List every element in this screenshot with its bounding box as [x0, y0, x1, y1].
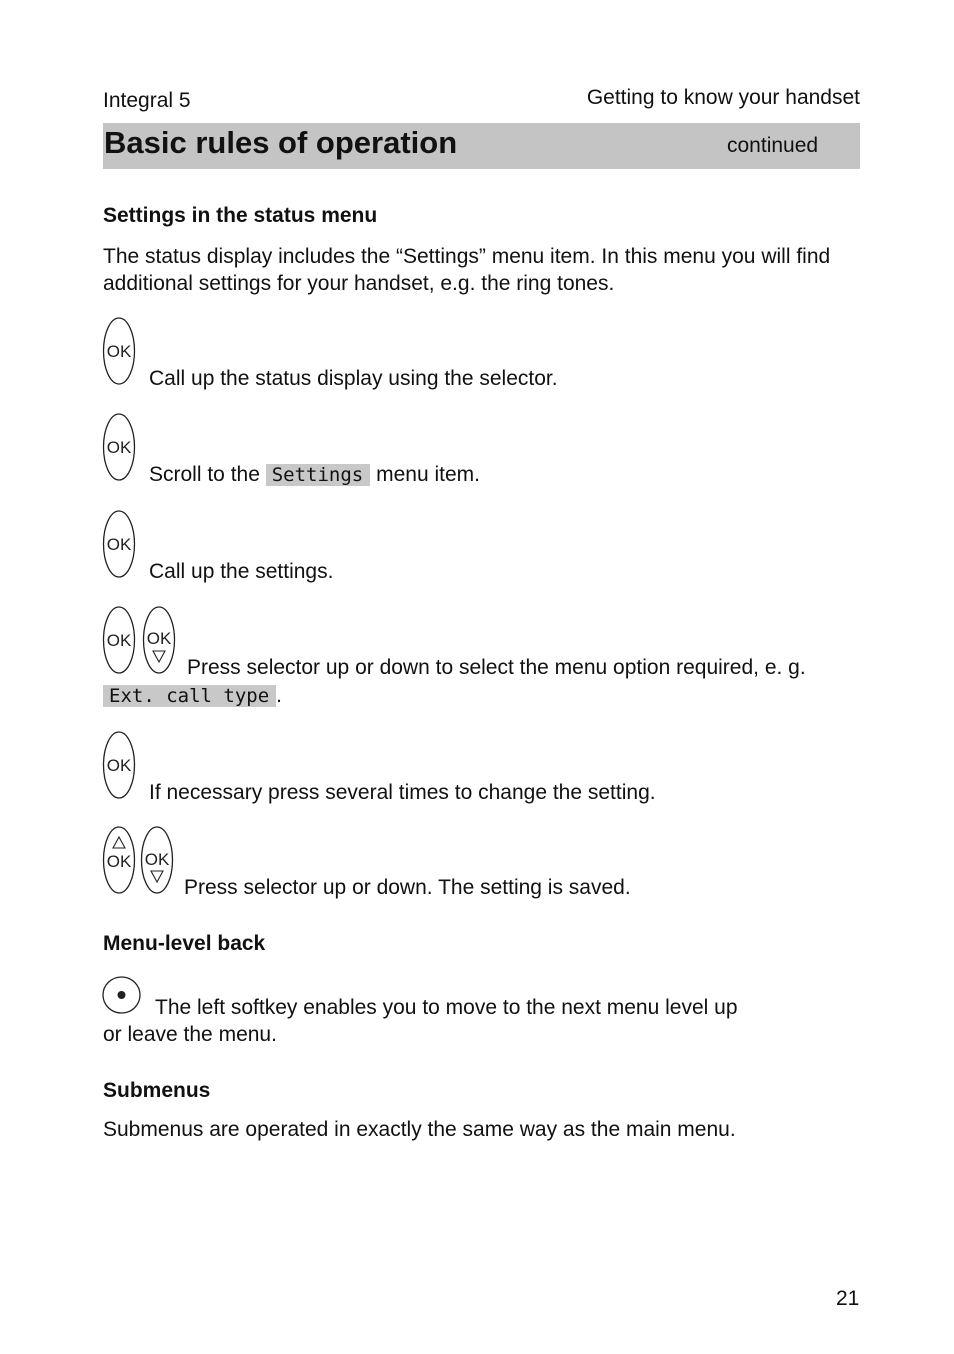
step-text: . — [276, 684, 282, 707]
svg-text:OK: OK — [106, 852, 132, 871]
step-text: Scroll to the — [149, 463, 260, 486]
display-text-settings: Settings — [266, 464, 371, 486]
header-left: Integral 5 — [103, 89, 191, 112]
svg-text:OK: OK — [106, 631, 132, 650]
submenus-text: Submenus are operated in exactly the same way as the main menu. — [103, 1118, 736, 1141]
step-example — [103, 684, 282, 708]
section-heading-settings: Settings in the status menu — [103, 204, 378, 227]
continued-label: continued — [727, 134, 819, 157]
section-heading-submenus: Submenus — [103, 1079, 211, 1102]
step-text: menu item. — [376, 463, 480, 486]
page-title: Basic rules of operation — [104, 125, 458, 160]
step-press-selector: Press selector up or down to select the menu option required, e. g. — [187, 656, 806, 679]
svg-text:OK: OK — [106, 342, 132, 361]
step-call-up-settings: Call up the settings. — [149, 560, 334, 583]
svg-text:OK: OK — [146, 629, 172, 648]
ok-key-icon — [102, 412, 138, 482]
ok-key-icon — [102, 509, 138, 579]
ok-key-down-icon — [140, 825, 176, 895]
page-number: 21 — [836, 1287, 860, 1310]
section-heading-back: Menu-level back — [103, 932, 266, 955]
ok-key-icon — [102, 730, 138, 800]
back-text-line1: The left softkey enables you to move to the next menu level up — [155, 996, 738, 1019]
ok-key-icon — [102, 605, 138, 675]
settings-intro: The status display includes the “Settings” menu item. In this menu you will find additional settings for your handset, e.g. the ring tones. — [103, 245, 831, 295]
ok-key-up-icon — [102, 825, 138, 895]
softkey-icon — [102, 976, 142, 1016]
ok-key-icon — [102, 316, 138, 386]
step-scroll-settings — [149, 463, 480, 487]
display-text-ext-call-type: Ext. call type — [103, 685, 276, 707]
svg-text:OK: OK — [106, 756, 132, 775]
svg-text:OK: OK — [144, 850, 170, 869]
svg-text:OK: OK — [106, 535, 132, 554]
back-text-line2: or leave the menu. — [103, 1023, 277, 1046]
step-call-up-status: Call up the status display using the selector. — [149, 367, 558, 390]
step-press-several: If necessary press several times to change the setting. — [149, 781, 656, 804]
ok-key-down-icon — [142, 605, 178, 675]
svg-text:OK: OK — [106, 438, 132, 457]
step-setting-saved: Press selector up or down. The setting is saved. — [184, 876, 631, 899]
header-right: Getting to know your handset — [586, 86, 860, 109]
